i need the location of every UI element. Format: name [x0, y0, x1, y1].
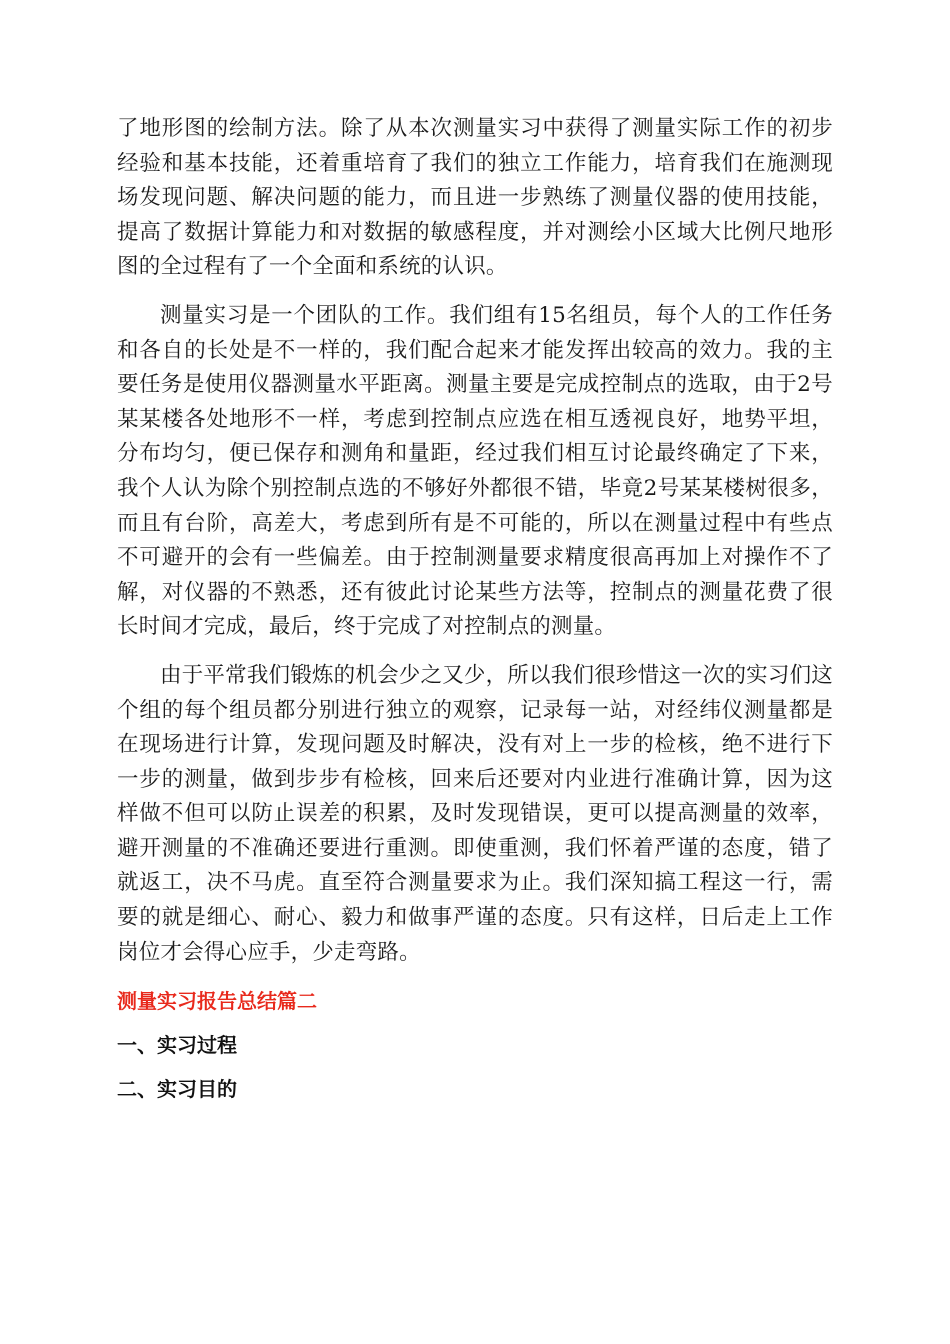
paragraph-continuation: 了地形图的绘制方法。除了从本次测量实习中获得了测量实际工作的初步经验和基本技能，还着重培育了我们的独立工作能力，培育我们在施测现场发现问题、解决问题的能力，而且进一步熟练了测量仪器的使用技能，提高了数据计算能力和对数据的敏感程度，并对测绘小区域大比例尺地形图的全过程有了一个全面和系统的认识。: [117, 116, 833, 280]
subheading-process: 一、实习过程: [117, 1033, 237, 1058]
paragraph-spacer: [117, 970, 833, 986]
heading-spacer: [117, 1060, 833, 1074]
paragraph-teamwork: 测量实习是一个团队的工作。我们组有15名组员，每个人的工作任务和各自的长处是不一样的，我们配合起来才能发挥出较高的效力。我的主要任务是使用仪器测量水平距离。测量主要是完成控制点的选取，由于2号某某楼各处地形不一样，考虑到控制点应选在相互透视良好，地势平坦，分布均匀，便已保存和测角和量距，经过我们相互讨论最终确定了下来，我个人认为除个别控制点选的不够好外都很不错，毕竟2号某某楼树很多，而且有台阶，高差大，考虑到所有是不可能的，所以在测量过程中有些点不可避开的会有一些偏差。由于控制测量要求精度很高再加上对操作不了解，对仪器的不熟悉，还有彼此讨论某些方法等，控制点的测量花费了很长时间才完成，最后，终于完成了对控制点的测量。: [117, 302, 833, 640]
paragraph-spacer: [117, 645, 833, 659]
subheading-purpose: 二、实习目的: [117, 1077, 237, 1102]
section-title: 测量实习报告总结篇二: [117, 989, 317, 1014]
document-body: [117, 112, 833, 1104]
paragraph-practice: 由于平常我们锻炼的机会少之又少，所以我们很珍惜这一次的实习们这个组的每个组员都分别进行独立的观察，记录每一站，对经纬仪测量都是在现场进行计算，发现问题及时解决，没有对上一步的检核，绝不进行下一步的测量，做到步步有检核，回来后还要对内业进行准确计算，因为这样做不但可以防止误差的积累，及时发现错误，更可以提高测量的效率，避开测量的不准确还要进行重测。即使重测，我们怀着严谨的态度，错了就返工，决不马虎。直至符合测量要求为止。我们深知搞工程这一行，需要的就是细心、耐心、毅力和做事严谨的态度。只有这样，日后走上工作岗位才会得心应手，少走弯路。: [117, 662, 833, 965]
paragraph-spacer: [117, 285, 833, 299]
heading-spacer: [117, 1016, 833, 1030]
